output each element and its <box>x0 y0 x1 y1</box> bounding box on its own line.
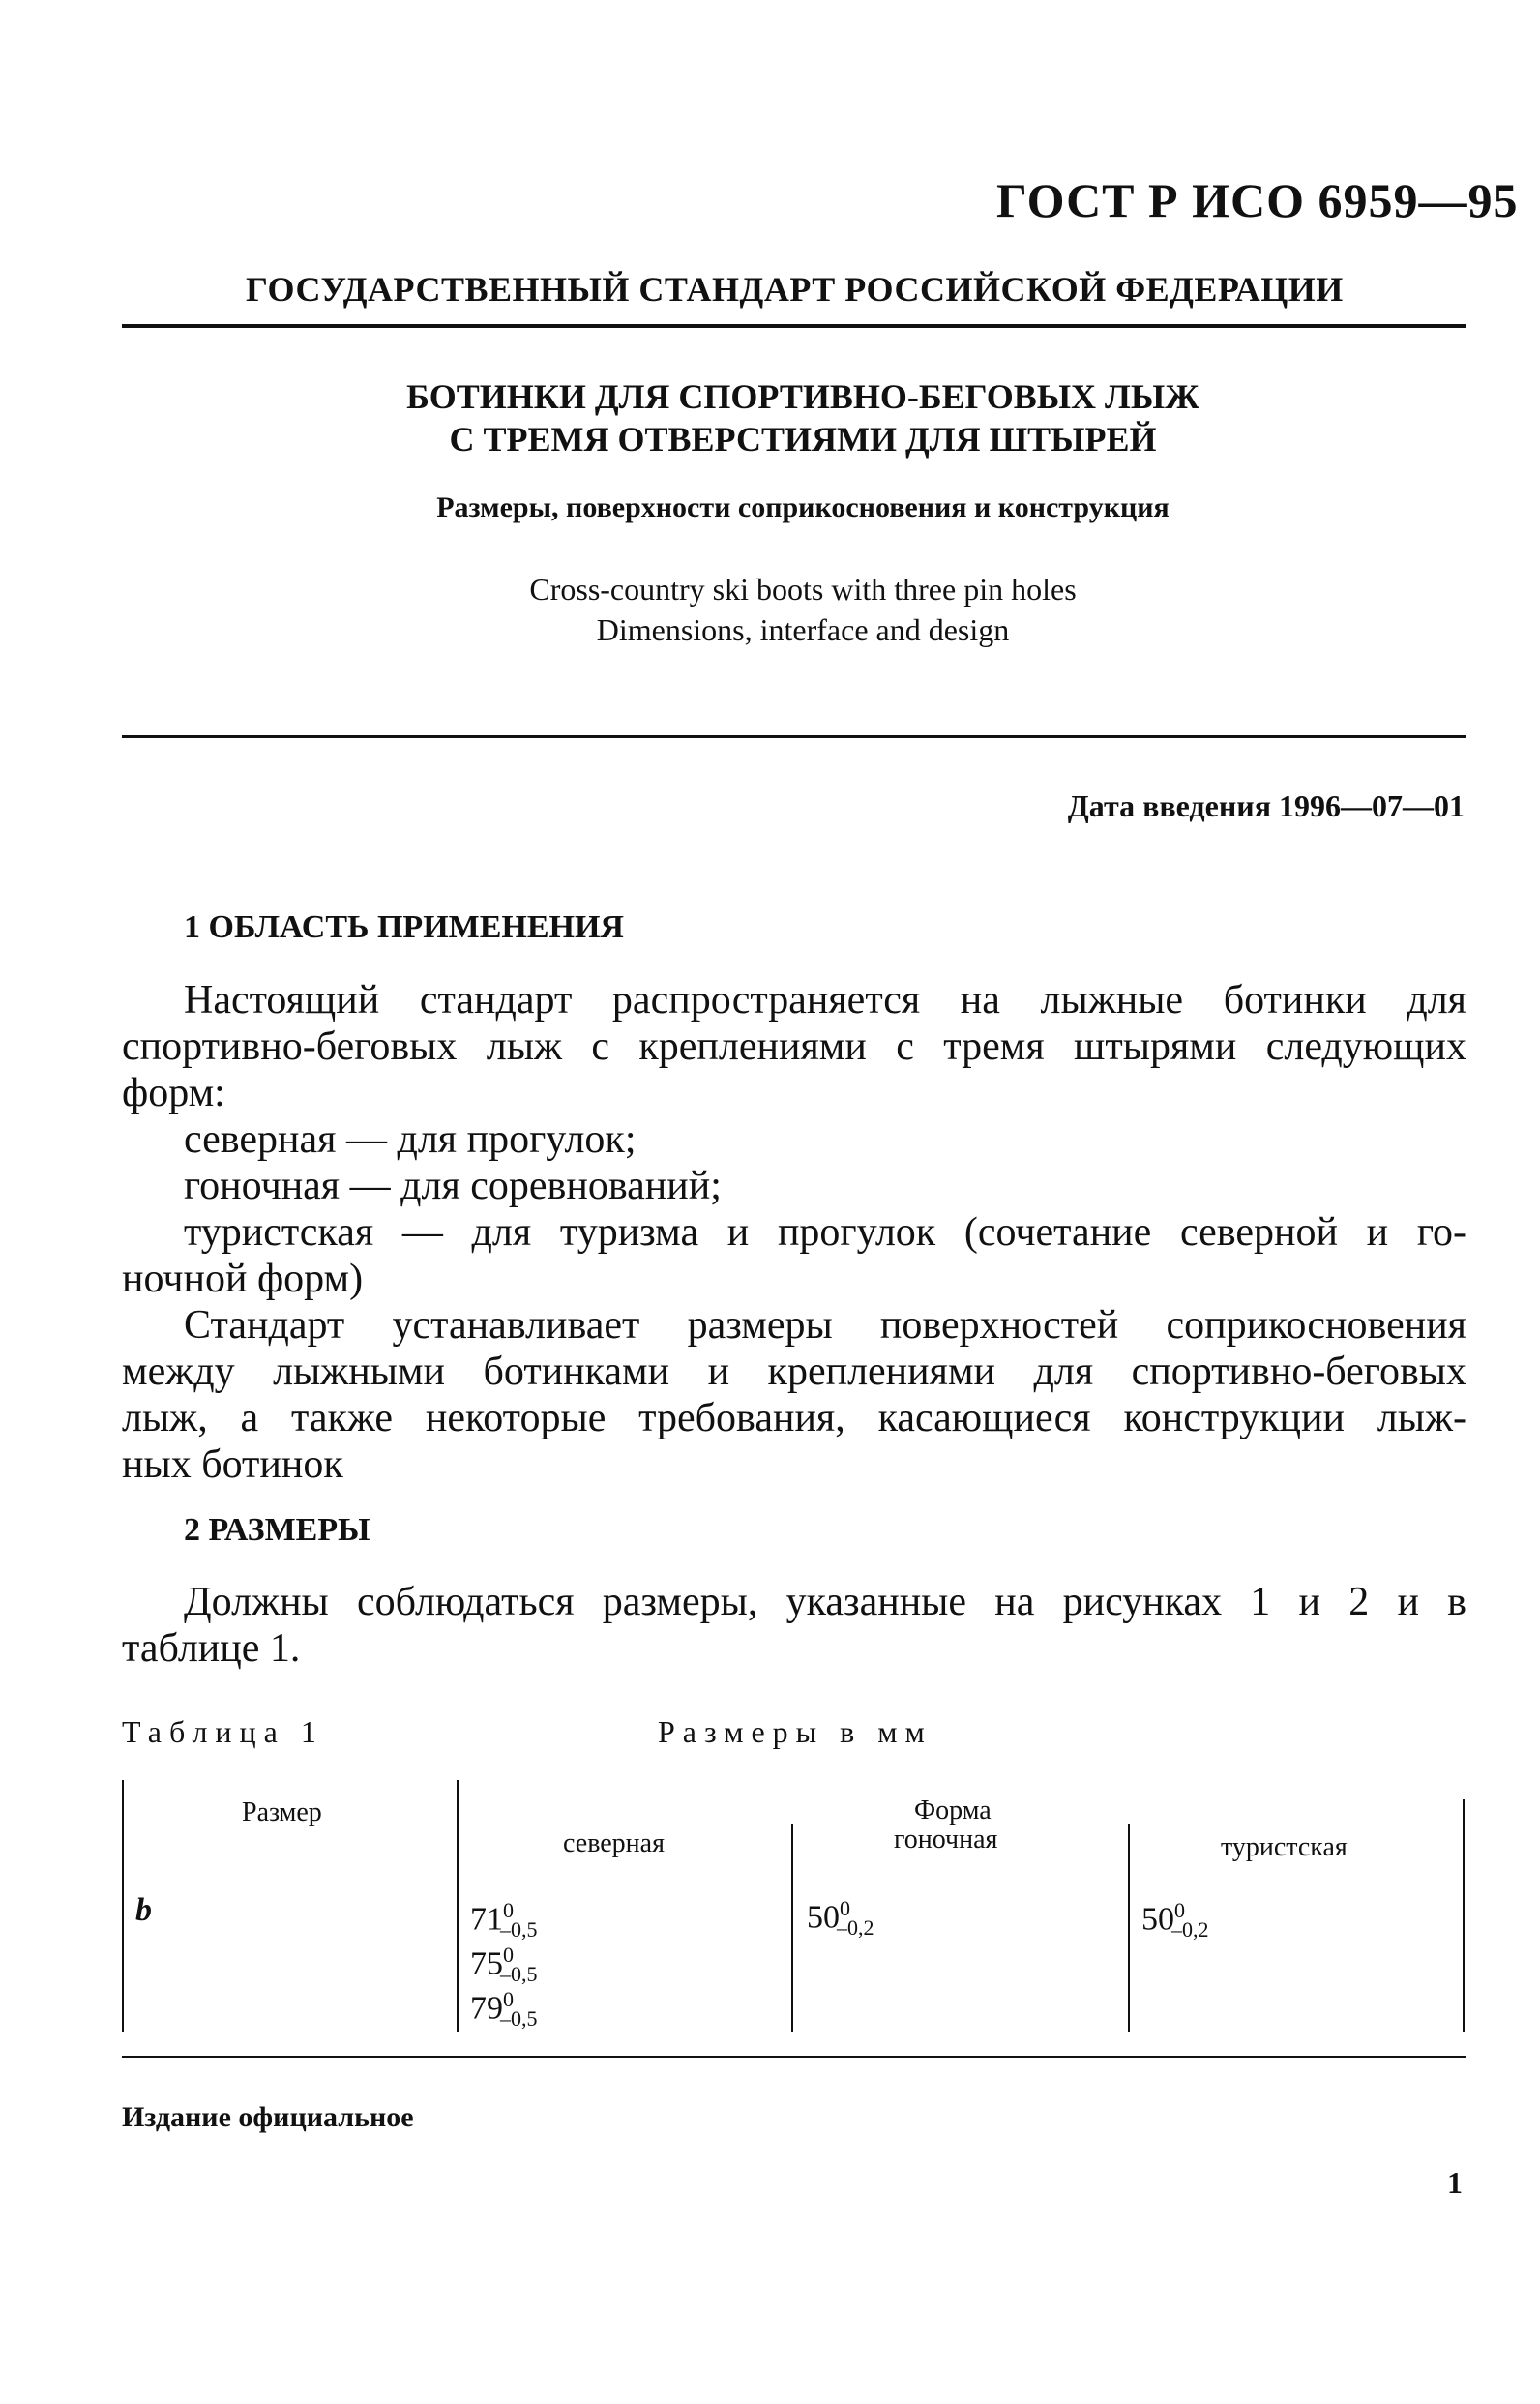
section-2-heading: 2 РАЗМЕРЫ <box>184 1512 370 1548</box>
table-row-label: b <box>135 1892 152 1928</box>
section-2-body <box>122 1579 1466 1672</box>
list-item-touring: туристская — для туризма и прогулок (сочетание северной и го- <box>184 1210 1466 1255</box>
table-divider <box>457 1780 459 2032</box>
paragraph-line: форм: <box>122 1071 225 1115</box>
tolerance-upper: 0 <box>503 1898 514 1922</box>
official-edition-note: Издание официальное <box>122 2101 414 2133</box>
header-rule <box>122 324 1466 328</box>
tolerance-lower: –0,2 <box>837 1915 874 1941</box>
tolerance-upper: 0 <box>1174 1898 1185 1922</box>
state-standard-heading: ГОСУДАРСТВЕННЫЙ СТАНДАРТ РОССИЙСКОЙ ФЕДЕРАЦИИ <box>246 270 1344 309</box>
value-base: 79 <box>470 1990 503 2027</box>
tolerance-lower: –0,2 <box>1171 1917 1209 1943</box>
subtitle-english-line-1: Cross-country ski boots with three pin holes <box>529 572 1077 607</box>
paragraph-line: лыж, а также некоторые требования, касающиеся конструкции лыж- <box>122 1396 1466 1440</box>
page-number: 1 <box>1447 2165 1463 2200</box>
tolerance-lower: –0,5 <box>500 2006 538 2032</box>
introduction-date: Дата введения 1996—07—01 <box>1067 788 1465 823</box>
table-header-northern: северная <box>563 1828 665 1858</box>
table-bottom-rule <box>122 2056 1466 2058</box>
value-base: 75 <box>470 1945 503 1982</box>
value-base: 50 <box>1141 1901 1174 1938</box>
table-border-left <box>122 1780 124 2032</box>
paragraph-line: ночной форм) <box>122 1257 364 1301</box>
northern-value <box>470 1987 538 2032</box>
standard-code: ГОСТ Р ИСО 6959—95 <box>996 173 1519 227</box>
tolerance-upper: 0 <box>840 1896 850 1920</box>
table-header-racing: гоночная <box>894 1825 998 1855</box>
table-caption: Таблица 1 <box>122 1714 324 1749</box>
value-base: 71 <box>470 1901 503 1938</box>
list-item-northern: северная — для прогулок; <box>184 1117 637 1162</box>
tolerance-upper: 0 <box>503 1943 514 1967</box>
table-divider <box>791 1824 793 2032</box>
touring-value <box>1141 1898 1209 1943</box>
subtitle-russian: Размеры, поверхности соприкосновения и конструкция <box>436 491 1170 523</box>
tolerance-lower: –0,5 <box>500 1962 538 1987</box>
table-divider <box>1128 1824 1130 2032</box>
list-item-racing: гоночная — для соревнований; <box>184 1164 722 1208</box>
table-header-size: Размер <box>242 1797 322 1827</box>
paragraph-line: между лыжными ботинками и креплениями для спортивно-беговых <box>122 1350 1466 1394</box>
paragraph-line: Стандарт устанавливает размеры поверхностей соприкосновения <box>184 1303 1466 1348</box>
title-line-1: БОТИНКИ ДЛЯ СПОРТИВНО-БЕГОВЫХ ЛЫЖ <box>406 377 1199 416</box>
table-header-form: Форма <box>914 1796 992 1825</box>
tolerance-lower: –0,5 <box>500 1917 538 1943</box>
section-1-heading: 1 ОБЛАСТЬ ПРИМЕНЕНИЯ <box>184 909 624 945</box>
subtitle-english <box>126 569 1480 650</box>
racing-value <box>807 1896 874 1941</box>
paragraph-line: спортивно-беговых лыж с креплениями с тремя штырями следующих <box>122 1024 1466 1069</box>
title-line-2: С ТРЕМЯ ОТВЕРСТИЯМИ ДЛЯ ШТЫРЕЙ <box>449 420 1157 459</box>
northern-value <box>470 1943 538 1987</box>
table-units: Размеры в мм <box>658 1714 933 1749</box>
document-title <box>126 375 1480 460</box>
paragraph-line: ных ботинок <box>122 1442 343 1487</box>
paragraph-line: Настоящий стандарт распространяется на лыжные ботинки для <box>184 978 1466 1023</box>
table-header-touring: туристская <box>1221 1832 1348 1862</box>
table-border-right <box>1463 1799 1465 2032</box>
northern-value <box>470 1898 538 1943</box>
section-1-body <box>122 977 1466 1488</box>
paragraph-line: Должны соблюдаться размеры, указанные на рисунках 1 и 2 и в <box>184 1580 1466 1624</box>
subtitle-english-line-2: Dimensions, interface and design <box>596 612 1010 647</box>
paragraph-line: таблице 1. <box>122 1626 301 1671</box>
title-rule <box>122 735 1466 738</box>
value-base: 50 <box>807 1899 840 1936</box>
tolerance-upper: 0 <box>503 1987 514 2011</box>
